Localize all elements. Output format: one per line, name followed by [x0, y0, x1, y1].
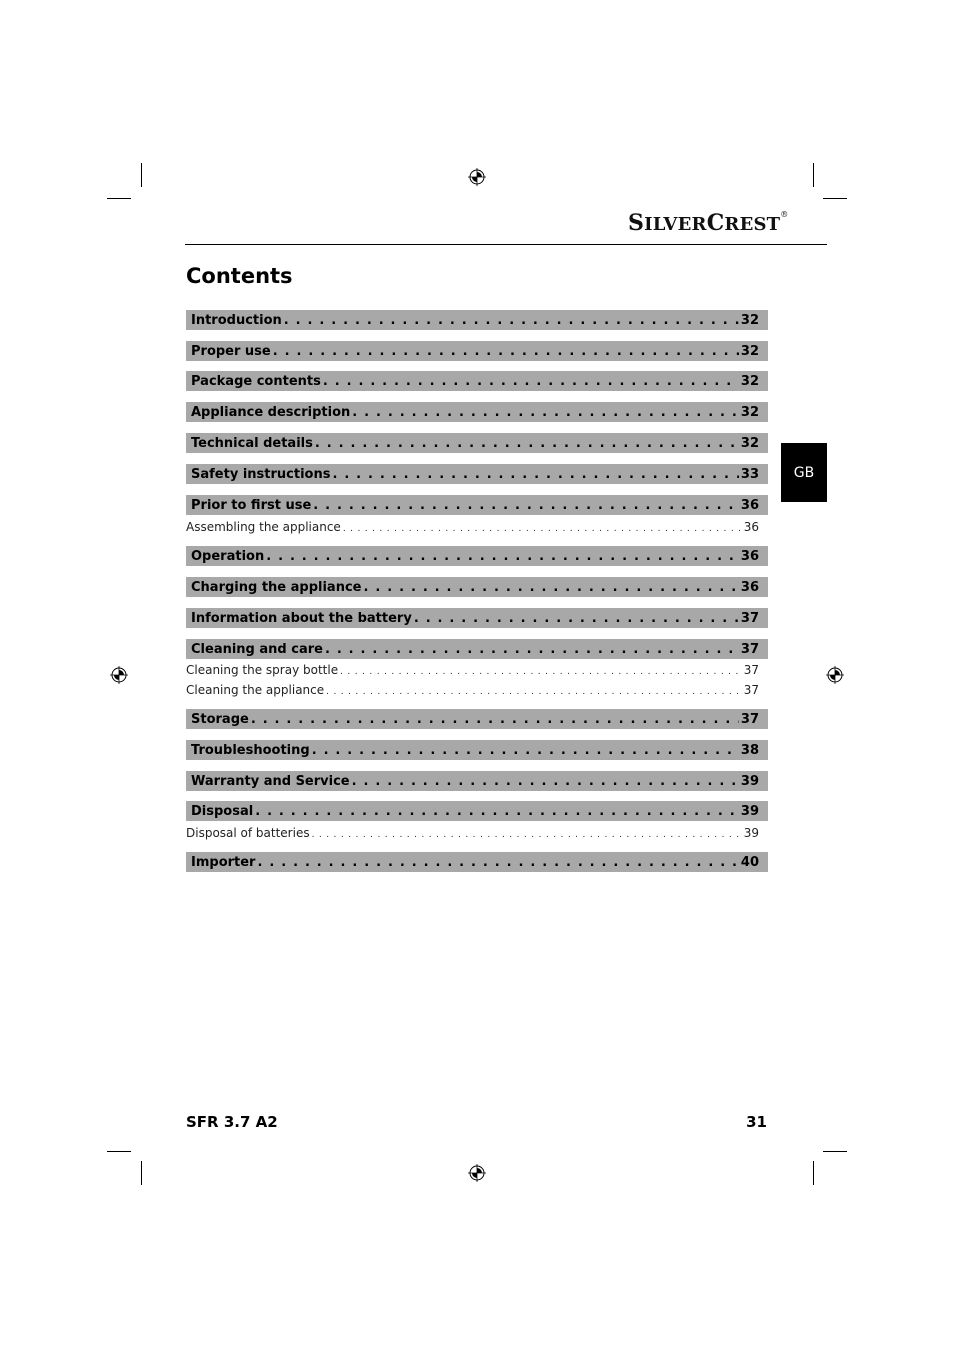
crop-mark: [107, 1151, 131, 1152]
toc-entry-page: 36: [743, 520, 759, 534]
toc-entry-label: Introduction: [191, 312, 282, 328]
toc-leader-dots: [251, 712, 739, 727]
toc-entry: [186, 495, 768, 515]
toc-entry: [186, 608, 768, 628]
brand-logo: SILVERCREST®: [628, 210, 789, 236]
registration-mark-icon: [110, 666, 128, 684]
toc-entry-label: Warranty and Service: [191, 773, 350, 789]
toc-entry-label: Package contents: [191, 373, 321, 389]
toc-entry-label: Information about the battery: [191, 610, 412, 626]
toc-leader-dots: [313, 498, 739, 513]
toc-entry: [186, 740, 768, 760]
toc-leader-dots: [284, 313, 739, 328]
toc-entry-label: Cleaning the spray bottle: [186, 663, 339, 677]
toc-leader-dots: [326, 683, 742, 697]
crop-mark: [141, 163, 142, 187]
toc-entry-label: Storage: [191, 711, 249, 727]
toc-entry-label: Operation: [191, 548, 265, 564]
toc-leader-dots: [325, 642, 739, 657]
toc-entry-label: Proper use: [191, 343, 271, 359]
toc-entry-label: Technical details: [191, 435, 313, 451]
toc-entry-label: Troubleshooting: [191, 742, 310, 758]
header-rule: [185, 244, 827, 245]
toc-entry-page: 37: [743, 683, 759, 697]
toc-entry-label: Prior to first use: [191, 497, 312, 513]
toc-entry-page: 36: [740, 579, 759, 595]
toc-entry: [186, 771, 768, 791]
toc-entry-page: 32: [740, 312, 759, 328]
toc-entry: [186, 709, 768, 729]
toc-entry-page: 39: [743, 826, 759, 840]
language-tab: [781, 443, 827, 502]
toc-entry-page: 37: [740, 610, 759, 626]
toc-entry: [186, 801, 768, 821]
toc-leader-dots: [257, 855, 738, 870]
toc-leader-dots: [312, 743, 739, 758]
toc-entry: [186, 433, 768, 453]
toc-entry-page: 36: [740, 548, 759, 564]
registration-mark-icon: [468, 168, 486, 186]
toc-entry-page: 32: [740, 404, 759, 420]
toc-leader-dots: [343, 520, 742, 534]
toc-entry: [186, 546, 768, 566]
crop-mark: [141, 1161, 142, 1185]
toc-leader-dots: [323, 374, 739, 389]
toc-entry: [186, 341, 768, 361]
toc-entry-page: 39: [740, 773, 759, 789]
toc-subentry: [186, 518, 768, 536]
crop-mark: [813, 1161, 814, 1185]
toc-leader-dots: [312, 826, 742, 840]
toc-entry: [186, 310, 768, 330]
toc-entry: [186, 639, 768, 659]
toc-entry-page: 33: [740, 466, 759, 482]
crop-mark: [813, 163, 814, 187]
toc-entry: [186, 464, 768, 484]
toc-entry-label: Importer: [191, 854, 256, 870]
registration-mark-icon: [468, 1164, 486, 1182]
toc-entry-label: Safety instructions: [191, 466, 331, 482]
toc-leader-dots: [414, 611, 739, 626]
toc-entry-page: 39: [740, 803, 759, 819]
toc-subentry: [186, 681, 768, 699]
toc-leader-dots: [352, 405, 739, 420]
toc-entry-page: 36: [740, 497, 759, 513]
toc-entry: [186, 577, 768, 597]
toc-entry: [186, 852, 768, 872]
crop-mark: [823, 1151, 847, 1152]
toc-entry-page: 32: [740, 343, 759, 359]
toc-leader-dots: [364, 580, 739, 595]
toc-leader-dots: [340, 663, 742, 677]
toc-leader-dots: [352, 774, 739, 789]
toc-leader-dots: [273, 344, 739, 359]
toc-entry-page: 38: [740, 742, 759, 758]
toc-entry-label: Charging the appliance: [191, 579, 362, 595]
toc-subentry: [186, 824, 768, 842]
toc-entry: [186, 402, 768, 422]
toc-entry-page: 32: [740, 435, 759, 451]
toc-entry-label: Cleaning the appliance: [186, 683, 325, 697]
model-number: SFR 3.7 A2: [186, 1113, 278, 1131]
toc-entry-label: Disposal: [191, 803, 254, 819]
toc-entry-page: 40: [740, 854, 759, 870]
toc-leader-dots: [266, 549, 739, 564]
toc-entry-page: 37: [743, 663, 759, 677]
toc-entry: [186, 371, 768, 391]
toc-entry-label: Appliance description: [191, 404, 351, 420]
toc-leader-dots: [255, 804, 739, 819]
toc-entry-label: Assembling the appliance: [186, 520, 341, 534]
toc-entry-page: 32: [740, 373, 759, 389]
crop-mark: [823, 198, 847, 199]
toc-entry-label: Cleaning and care: [191, 641, 323, 657]
language-tab-label: GB: [793, 464, 815, 481]
toc-entry-page: 37: [740, 641, 759, 657]
toc-entry-page: 37: [740, 711, 759, 727]
crop-mark: [107, 198, 131, 199]
toc-leader-dots: [315, 436, 739, 451]
page-title: Contents: [186, 264, 293, 288]
toc-leader-dots: [332, 467, 738, 482]
registration-mark-icon: [826, 666, 844, 684]
toc-entry-label: Disposal of batteries: [186, 826, 310, 840]
toc-subentry: [186, 661, 768, 679]
page-number: 31: [746, 1113, 767, 1131]
